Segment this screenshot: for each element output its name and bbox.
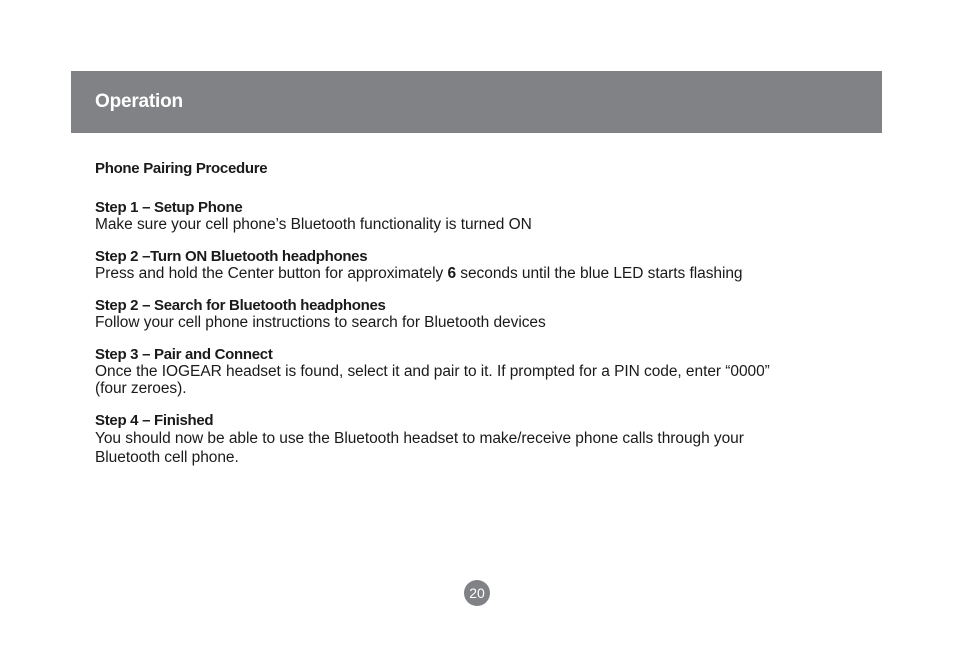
emphasis-number: 6 <box>447 265 457 282</box>
step-4 <box>95 347 855 397</box>
step-1 <box>95 200 855 233</box>
procedure-title: Phone Pairing Procedure <box>95 160 268 177</box>
main-content <box>95 160 855 483</box>
step-body: Follow your cell phone instructions to search for Bluetooth devices <box>95 314 546 331</box>
step-body-text: seconds until the blue LED starts flashing <box>456 265 743 282</box>
section-header-bar <box>71 71 882 133</box>
step-heading: Step 1 – Setup Phone <box>95 199 243 216</box>
step-body <box>95 265 855 282</box>
step-3 <box>95 298 855 331</box>
page-title: Operation <box>95 91 183 112</box>
step-heading: Step 2 –Turn ON Bluetooth headphones <box>95 248 368 265</box>
step-body-text: Press and hold the Center button for approximately <box>95 265 448 282</box>
step-body-line: (four zeroes). <box>95 380 187 397</box>
step-heading: Step 2 – Search for Bluetooth headphones <box>95 297 386 314</box>
step-body <box>95 363 855 397</box>
page-number-badge: 20 <box>464 580 490 606</box>
step-2 <box>95 249 855 282</box>
step-body-line: Bluetooth cell phone. <box>95 449 239 466</box>
step-5 <box>95 413 855 467</box>
step-heading: Step 4 – Finished <box>95 412 214 429</box>
step-body <box>95 429 855 467</box>
step-body: Make sure your cell phone’s Bluetooth functionality is turned ON <box>95 216 532 233</box>
step-body-line: You should now be able to use the Bluetooth headset to make/receive phone calls through your <box>95 430 744 447</box>
step-heading: Step 3 – Pair and Connect <box>95 346 273 363</box>
step-body-line: Once the IOGEAR headset is found, select it and pair to it. If prompted for a PIN code, enter “0000” <box>95 363 770 380</box>
